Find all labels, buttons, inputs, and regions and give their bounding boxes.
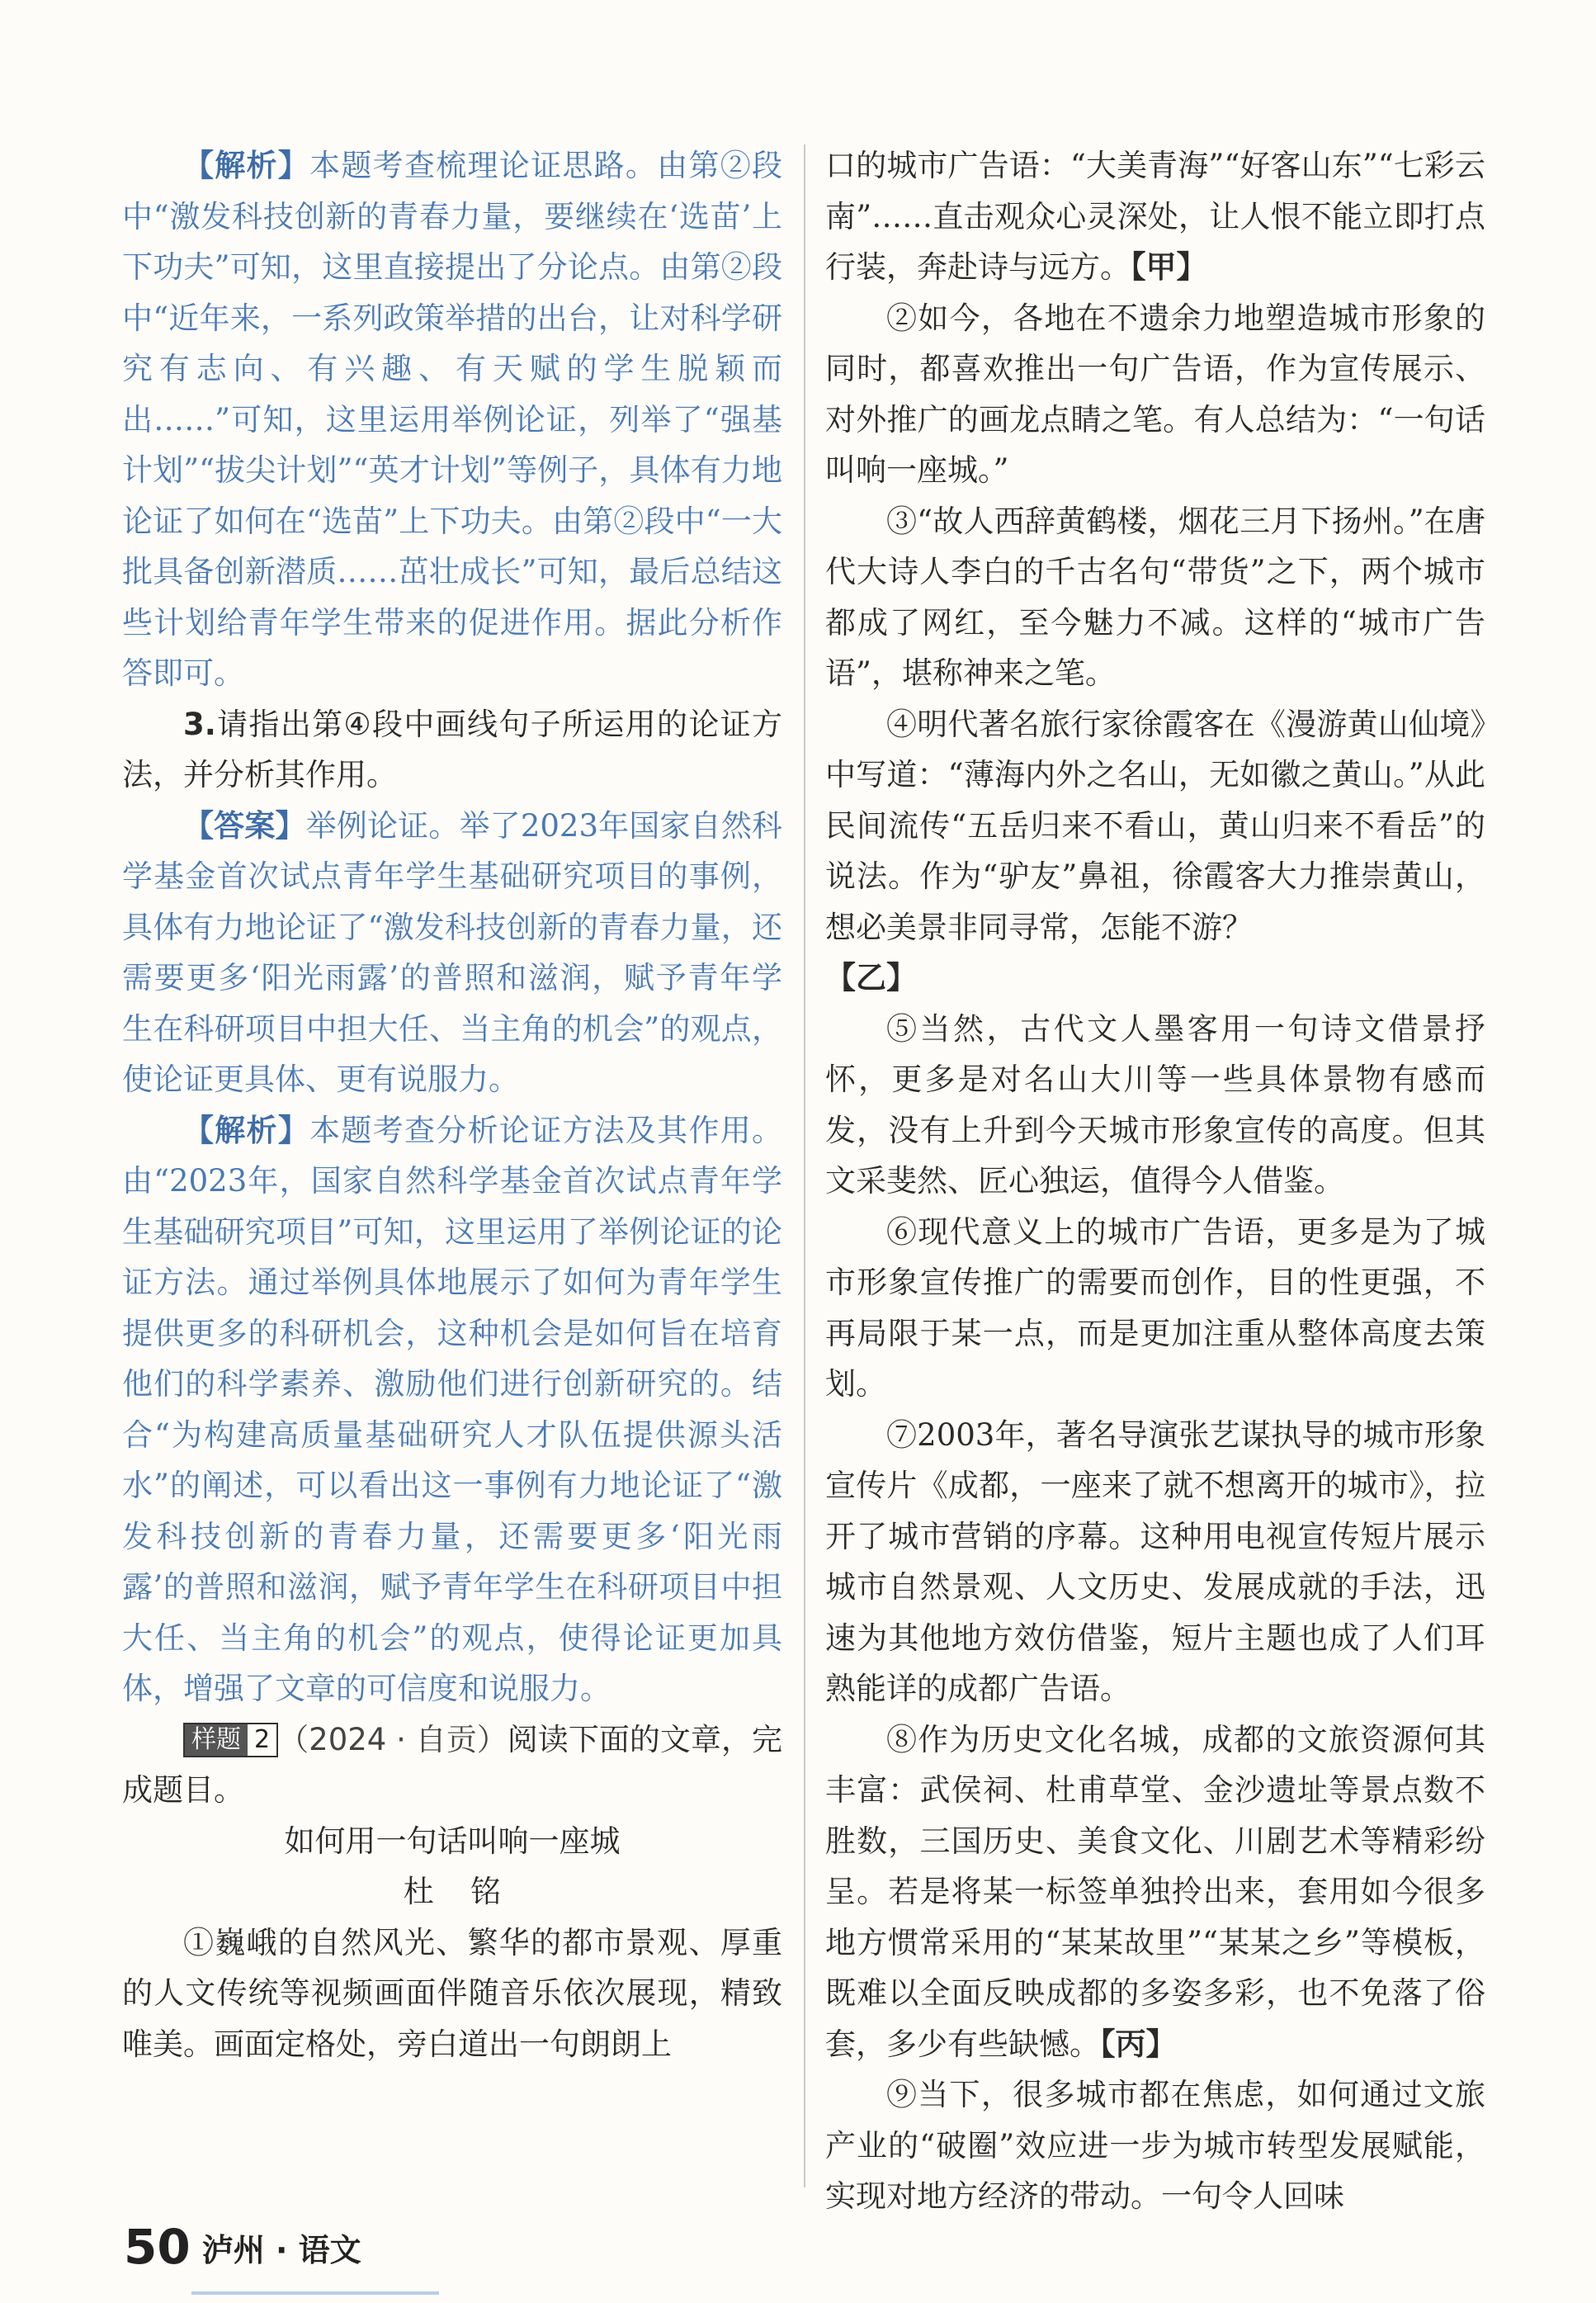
paragraph-6: ⑥现代意义上的城市广告语，更多是为了城市形象宣传推广的需要而创作，目的性更强，不再局限于某一点，而是更加注重从整体高度去策划。: [825, 1213, 1485, 1402]
article-author: 杜铭: [403, 1874, 538, 1909]
page-footer: [124, 2219, 361, 2275]
analysis-1: [122, 140, 782, 699]
paragraph-4-text: ④明代著名旅行家徐霞客在《漫游黄山仙境》中写道：“薄海内外之名山，无如徽之黄山。”从此民间流传“五岳归来不看山，黄山归来不看岳”的说法。作为“驴友”鼻祖，徐霞客大力推崇黄山，想必美景非同寻常，怎能不游？: [825, 706, 1485, 945]
example-label: 样题: [185, 1724, 248, 1756]
analysis-tag: 【解析】: [183, 1112, 310, 1148]
paragraph-5: ⑤当然，古代文人墨客用一句诗文借景抒怀，更多是对名山大川等一些具体景物有感而发，没有上升到今天城市形象宣传的高度。但其文采斐然、匠心独运，值得今人借鉴。: [825, 1010, 1485, 1199]
question-3-text: 请指出第④段中画线句子所运用的论证方法，并分析其作用。: [122, 706, 782, 792]
answer-tag: 【答案】: [183, 807, 306, 844]
book-name: 泸州 · 语文: [201, 2231, 361, 2268]
analysis-1-text: 本题考查梳理论证思路。由第②段中“激发科技创新的青春力量，要继续在‘选苗’上下功夫”可知，这里直接提出了分论点。由第②段中“近年来，一系列政策举措的出台，让对科学研究有志向、有兴趣、有天赋的学生脱颖而出……”可知，这里运用举例论证，列举了“强基计划”“拔尖计划”“英才计划”等例子，具体有力地论证了如何在“选苗”上下功夫。由第②段中“一大批具备创新潜质……茁壮成长”可知，最后总结这些计划给青年学生带来的促进作用。据此分析作答即可。: [122, 148, 783, 691]
example-heading: [122, 1714, 782, 1816]
paragraph-1-end: [825, 140, 1485, 293]
analysis-2-text: 本题考查分析论证方法及其作用。由“2023年，国家自然科学基金首次试点青年学生基础研究项目”可知，这里运用了举例论证的论证方法。通过举例具体地展示了如何为青年学生提供更多的科研机会，这种机会是如何旨在培育他们的科学素养、激励他们进行创新研究的。结合“为构建高质量基础研究人才队伍提供源头活水”的阐述，可以看出这一事例有力地论证了“激发科技创新的青春力量，还需要更多‘阳光雨露’的普照和滋润，赋予青年学生在科研项目中担大任、当主角的机会”的观点，使得论证更加具体，增强了文章的可信度和说服力。: [122, 1112, 783, 1706]
mark-jia: 【甲】: [1131, 249, 1207, 285]
paragraph-8-text: ⑧作为历史文化名城，成都的文旅资源何其丰富：武侯祠、杜甫草堂、金沙遗址等景点数不胜数，三国历史、美食文化、川剧艺术等精彩纷呈。若是将某一标签单独拎出来，套用如今很多地方惯常采用的“某某故里”“某某之乡”等模板，既难以全面反映成都的多姿多彩，也不免落了俗套，多少有些缺憾。: [825, 1721, 1485, 2062]
example-instruction: 阅读下面的文章，完成题目。: [122, 1721, 783, 1808]
paragraph-9-start: ⑨当下，很多城市都在焦虑，如何通过文旅产业的“破圈”效应进一步为城市转型发展赋能，实现对地方经济的带动。一句令人回味: [825, 2077, 1485, 2214]
example-badge: [183, 1723, 278, 1757]
paragraph-3: ③“故人西辞黄鹤楼，烟花三月下扬州。”在唐代大诗人李白的千古名句“带货”之下，两个城市都成了网红，至今魅力不减。这样的“城市广告语”，堪称神来之笔。: [825, 503, 1485, 691]
analysis-tag: 【解析】: [183, 148, 310, 183]
column-divider: [804, 144, 805, 2187]
analysis-2: [122, 1105, 782, 1714]
paragraph-1-end-text: 口的城市广告语：“大美青海”“好客山东”“七彩云南”……直击观众心灵深处，让人恨不能立即打点行装，奔赴诗与远方。: [825, 148, 1485, 285]
mark-bing: 【丙】: [1100, 2026, 1177, 2062]
answer-text: 举例论证。举了2023年国家自然科学基金首次试点青年学生基础研究项目的事例，具体有力地论证了“激发科技创新的青春力量，还需要更多‘阳光雨露’的普照和滋润，赋予青年学生在科研项目中担大任、当主角的机会”的观点，使论证更具体、更有说服力。: [122, 807, 782, 1097]
footer-rule: [191, 2291, 439, 2295]
page-number: 50: [124, 2219, 191, 2275]
paragraph-4: [825, 699, 1485, 1004]
answer: [122, 801, 782, 1105]
example-source: （2024 · 自贡）: [278, 1721, 508, 1757]
question-3: [122, 699, 782, 801]
example-number: 2: [254, 1724, 271, 1754]
paragraph-2: ②如今，各地在不遗余力地塑造城市形象的同时，都喜欢推出一句广告语，作为宣传展示、对外推广的画龙点睛之笔。有人总结为：“一句话叫响一座城。”: [825, 300, 1485, 488]
mark-yi: 【乙】: [825, 960, 917, 995]
right-column: [825, 140, 1485, 2222]
paragraph-8: [825, 1714, 1485, 2070]
left-column: [122, 140, 782, 2069]
question-number: 3.: [183, 706, 216, 742]
article-title: 如何用一句话叫响一座城: [284, 1823, 621, 1859]
paragraph-7: ⑦2003年，著名导演张艺谋执导的城市形象宣传片《成都，一座来了就不想离开的城市》，拉开了城市营销的序幕。这种用电视宣传短片展示城市自然景观、人文历史、发展成就的手法，迅速为其他地方效仿借鉴，短片主题也成了人们耳熟能详的成都广告语。: [825, 1416, 1485, 1706]
paragraph-1-start: ①巍峨的自然风光、繁华的都市景观、厚重的人文传统等视频画面伴随音乐依次展现，精致唯美。画面定格处，旁白道出一句朗朗上: [122, 1924, 782, 2062]
